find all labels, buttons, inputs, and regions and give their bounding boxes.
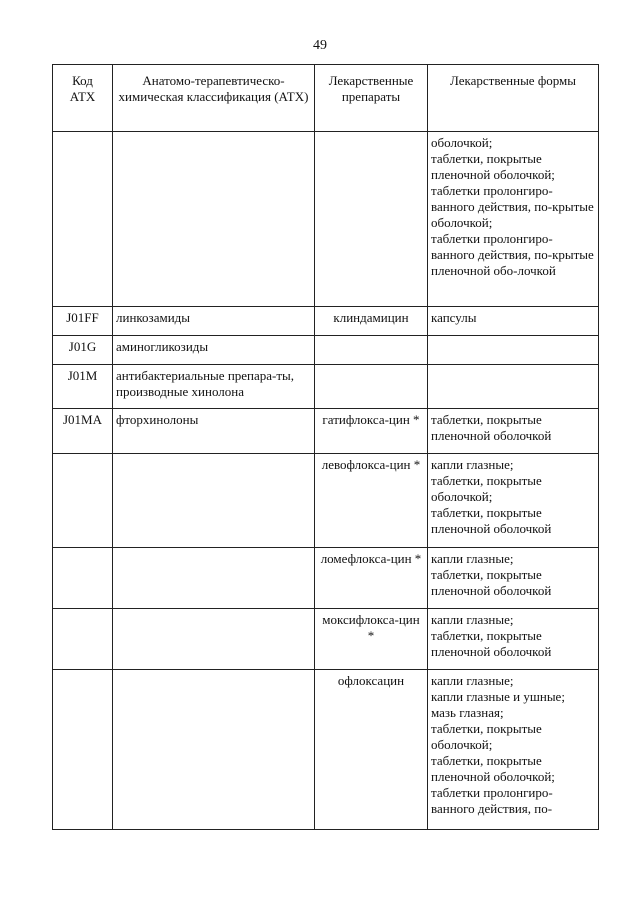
cell-classification: фторхинолоны (113, 409, 315, 454)
table-header-row (53, 65, 599, 132)
cell-code: J01MA (53, 409, 113, 454)
cell-classification: антибактериальные препара-ты, производные хинолона (113, 365, 315, 409)
cell-code (53, 454, 113, 548)
header-code: Код АТХ (53, 65, 113, 132)
cell-classification: аминогликозиды (113, 336, 315, 365)
page-number: 49 (313, 38, 327, 53)
cell-code: J01M (53, 365, 113, 409)
cell-code (53, 132, 113, 307)
table-row (53, 548, 599, 609)
cell-classification (113, 609, 315, 670)
cell-classification (113, 670, 315, 830)
cell-code (53, 548, 113, 609)
header-forms: Лекарственные формы (428, 65, 599, 132)
header-drugs: Лекарственные препараты (315, 65, 428, 132)
cell-code (53, 609, 113, 670)
cell-forms: капли глазные; капли глазные и ушные; мазь глазная; таблетки, покрытые оболочкой; таблетки, покрытые пленочной оболочкой; таблетки пролонгиро-ванного действия, по- (428, 670, 599, 830)
cell-drug (315, 365, 428, 409)
cell-forms: капли глазные; таблетки, покрытые пленочной оболочкой (428, 609, 599, 670)
table-row (53, 409, 599, 454)
cell-forms: капли глазные; таблетки, покрытые оболочкой; таблетки, покрытые пленочной оболочкой (428, 454, 599, 548)
cell-drug (315, 132, 428, 307)
table-row (53, 454, 599, 548)
cell-code: J01G (53, 336, 113, 365)
cell-drug (315, 336, 428, 365)
table-row (53, 365, 599, 409)
cell-classification: линкозамиды (113, 307, 315, 336)
cell-forms (428, 336, 599, 365)
table-row (53, 307, 599, 336)
table-row (53, 336, 599, 365)
cell-classification (113, 454, 315, 548)
header-classification: Анатомо-терапевтическо-химическая классификация (АТХ) (113, 65, 315, 132)
table-row (53, 670, 599, 830)
cell-code (53, 670, 113, 830)
cell-forms: капсулы (428, 307, 599, 336)
cell-classification (113, 548, 315, 609)
cell-forms: оболочкой; таблетки, покрытые пленочной оболочкой; таблетки пролонгиро-ванного действия, по-крытые оболочкой; таблетки пролонгиро-ванного действия, по-крытые пленочной обо-лочкой (428, 132, 599, 307)
table-row (53, 132, 599, 307)
cell-classification (113, 132, 315, 307)
cell-forms (428, 365, 599, 409)
cell-drug: офлоксацин (315, 670, 428, 830)
cell-drug: гатифлокса-цин * (315, 409, 428, 454)
cell-drug: клиндамицин (315, 307, 428, 336)
cell-code: J01FF (53, 307, 113, 336)
cell-drug: ломефлокса-цин * (315, 548, 428, 609)
cell-drug: моксифлокса-цин * (315, 609, 428, 670)
table-row (53, 609, 599, 670)
drug-table (52, 64, 599, 830)
cell-forms: капли глазные; таблетки, покрытые пленочной оболочкой (428, 548, 599, 609)
cell-forms: таблетки, покрытые пленочной оболочкой (428, 409, 599, 454)
cell-drug: левофлокса-цин * (315, 454, 428, 548)
